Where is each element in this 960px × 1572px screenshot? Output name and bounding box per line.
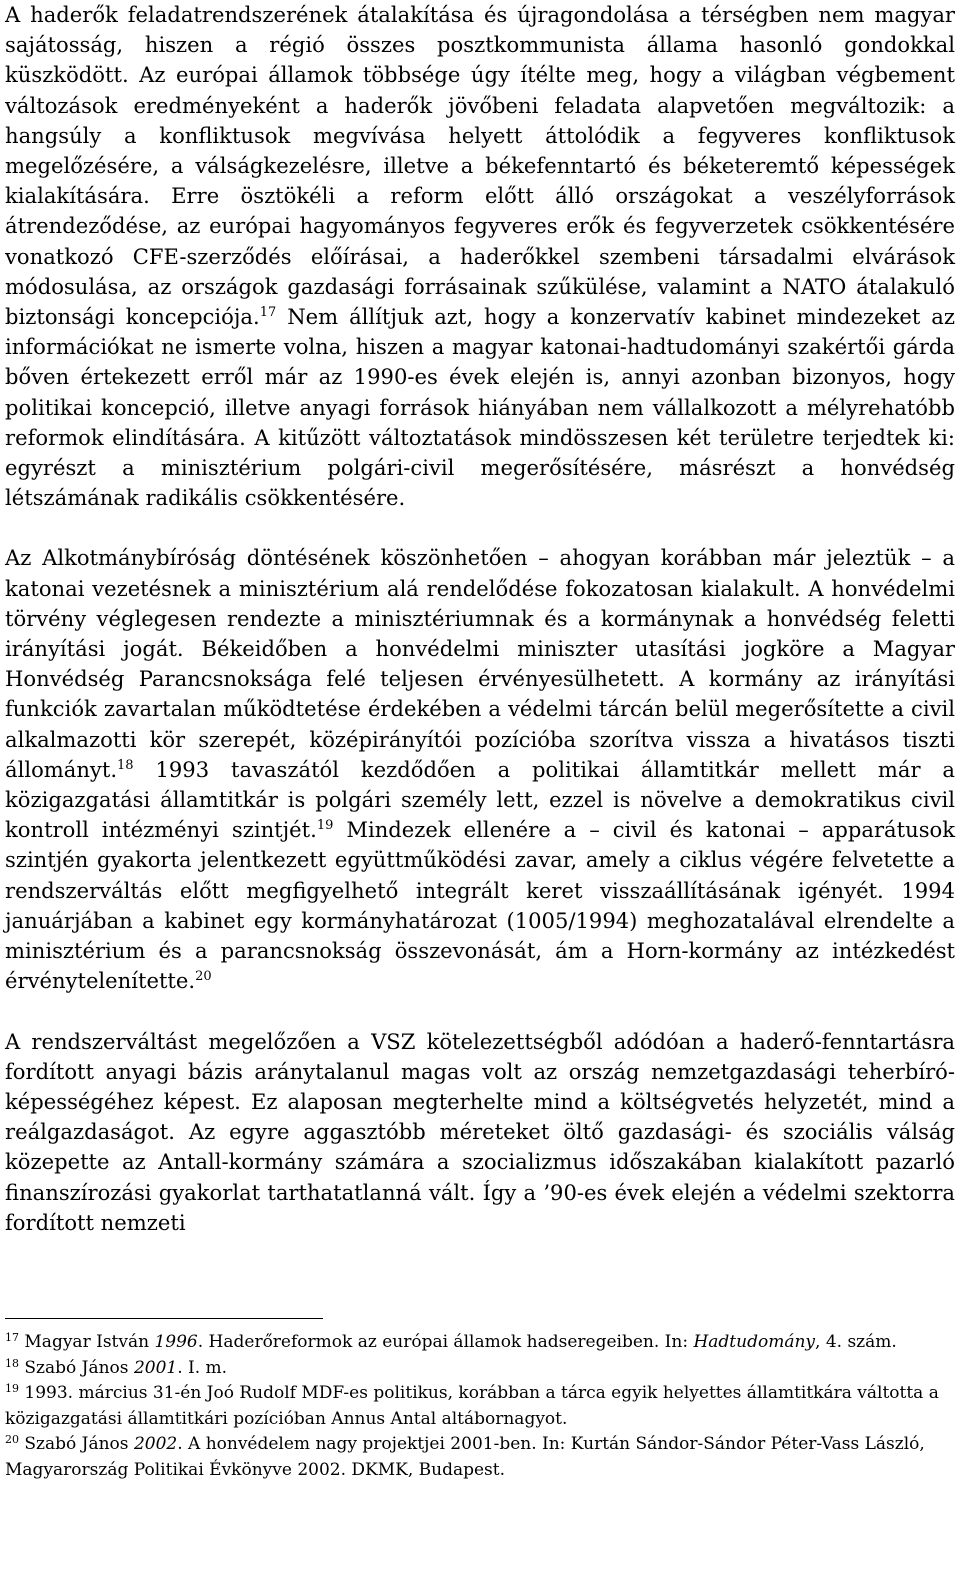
text-run: Az Alkotmánybíróság döntésének köszönhetően – ahogyan korábban már jeleztük – a katonai vezetésnek a minisztérium alá rendelődése fokozatosan kialakult. A honvédelmi törvény véglegesen rendezte a minisztériumnak és a kormánynak a honvédség feletti irányítási jogát. Békeidőben a honvédelmi miniszter utasítási jogköre a Magyar Honvédség Parancsnoksága felé teljesen érvényesülhetett. A kormány az irányítási funkciók zavartalan működtetése érdekében a védelmi tárcán belül megerősítette a civil alkalmazotti kör szerepét, középirányítói pozícióba szorítva vissza a hivatásos tiszti állományt. bbox=[5, 545, 955, 782]
footnote-number: 18 bbox=[5, 1356, 19, 1370]
footnote bbox=[5, 1330, 955, 1356]
text-run: A haderők feladatrendszerének átalakítása és újragondolása a térségben nem magyar sajátosság, hiszen a régió összes posztkommunista állama hasonló gondokkal küszködött. Az európai államok többsége úgy ítélte meg, hogy a világban végbement változások eredményeként a haderők jövőbeni feladata alapvetően megváltozik: a hangsúly a konfliktusok megvívása helyett áttolódik a fegyveres konfliktusok megelőzésére, a válságkezelésre, illetve a békefenntartó és béketeremtő képességek kialakítására. Erre ösztökéli a reform előtt álló országokat a veszélyforrások átrendeződése, az európai hagyományos fegyveres erők és fegyverzetek csökkentésére vonatkozó CFE-szerződés előírásai, a haderőkkel szembeni társadalmi elvárások módosulása, az országok gazdasági forrásainak szűkülése, valamint a NATO átalakuló biztonsági koncepciója. bbox=[5, 2, 955, 330]
text-run: Szabó János bbox=[19, 1434, 134, 1454]
italic-run: 1996 bbox=[154, 1332, 198, 1352]
text-run: Magyar István bbox=[19, 1332, 155, 1352]
footnote-number: 17 bbox=[5, 1330, 19, 1344]
footnote bbox=[5, 1381, 955, 1432]
footnote-separator bbox=[5, 1318, 323, 1319]
text-run: . Haderőreformok az európai államok hadseregeiben. In: bbox=[197, 1332, 694, 1352]
footnote-reference[interactable]: 20 bbox=[195, 969, 212, 985]
text-run: A rendszerváltást megelőzően a VSZ kötelezettségből adódóan a haderő-fenntartásra fordított anyagi bázis aránytalanul magas volt az ország nemzetgazdasági teherbíró-képességéhez képest. Ez alaposan megterhelte mind a költségvetés helyzetét, mind a reálgazdaságot. Az egyre aggasztóbb méreteket öltő gazdasági- és szociális válság közepette az Antall-kormány számára a szocializmus időszakában kialakított pazarló finanszírozási gyakorlat tarthatatlanná vált. Így a ’90-es évek elején a védelmi szektorra fordított nemzeti bbox=[5, 1028, 955, 1235]
footnote bbox=[5, 1356, 955, 1382]
paragraph bbox=[5, 1027, 955, 1238]
footnote-number: 19 bbox=[5, 1381, 19, 1395]
italic-run: 2001 bbox=[133, 1357, 178, 1378]
text-run: 1993. március 31-én Joó Rudolf MDF-es politikus, korábban a tárca egyik helyettes államtitkára váltotta a közigazgatási államtitkári pozícióban Annus Antal altábornagyot. bbox=[5, 1383, 939, 1429]
footnote-reference[interactable]: 18 bbox=[117, 757, 134, 773]
text-run: , 4. szám. bbox=[815, 1332, 897, 1352]
text-run: Mindezek ellenére a – civil és katonai – apparátusok szintjén gyakorta jelentkezett együttműködési zavar, amely a ciklus végére felvetette a rendszerváltás előtt megfigyelhető integrált keret visszaállításának igényét. 1994 januárjában a kabinet egy kormányhatározat (1005/1994) meghozatalával elrendelte a minisztérium és a parancsnokság összevonását, ám a Horn-kormány az intézkedést érvénytelenítette. bbox=[5, 817, 956, 994]
paragraph bbox=[5, 0, 955, 513]
italic-run: Hadtudomány bbox=[693, 1332, 816, 1352]
document-page bbox=[5, 0, 956, 1480]
footnote-reference[interactable]: 17 bbox=[259, 304, 277, 320]
text-run: Szabó János bbox=[19, 1357, 134, 1378]
footnote-reference[interactable]: 19 bbox=[316, 818, 334, 834]
text-run: 1993 tavaszától kezdődően a politikai államtitkár mellett már a közigazgatási államtitkár is polgári személy lett, ezzel is növelve a demokratikus civil kontroll intézményi szintjét. bbox=[5, 756, 955, 843]
footnote-number: 20 bbox=[5, 1432, 19, 1446]
text-run: . A honvédelem nagy projektjei 2001-ben. In: Kurtán Sándor-Sándor Péter-Vass László, Magyarország Politikai Évkönyve 2002. DKMK, Budapest. bbox=[5, 1434, 925, 1480]
paragraph bbox=[5, 543, 955, 996]
text-run: Nem állítjuk azt, hogy a konzervatív kabinet mindezeket az információkat ne ismerte volna, hiszen a magyar katonai-hadtudományi szakértői gárda bőven értekezett erről már az 1990-es évek elején is, annyi azonban bizonyos, hogy politikai koncepció, illetve anyagi források hiányában nem vállalkozott a mélyrehatóbb reformok elindítására. A kitűzött változtatások mindösszesen két területre terjedtek ki: egyrészt a minisztérium polgári-civil megerősítésére, másrészt a honvédség létszámának radikális csökkentésére. bbox=[5, 304, 955, 511]
footnotes bbox=[5, 1330, 955, 1483]
body-text bbox=[5, 0, 955, 1238]
footnote bbox=[5, 1432, 955, 1483]
text-run: . I. m. bbox=[177, 1357, 228, 1378]
italic-run: 2002 bbox=[133, 1434, 178, 1454]
